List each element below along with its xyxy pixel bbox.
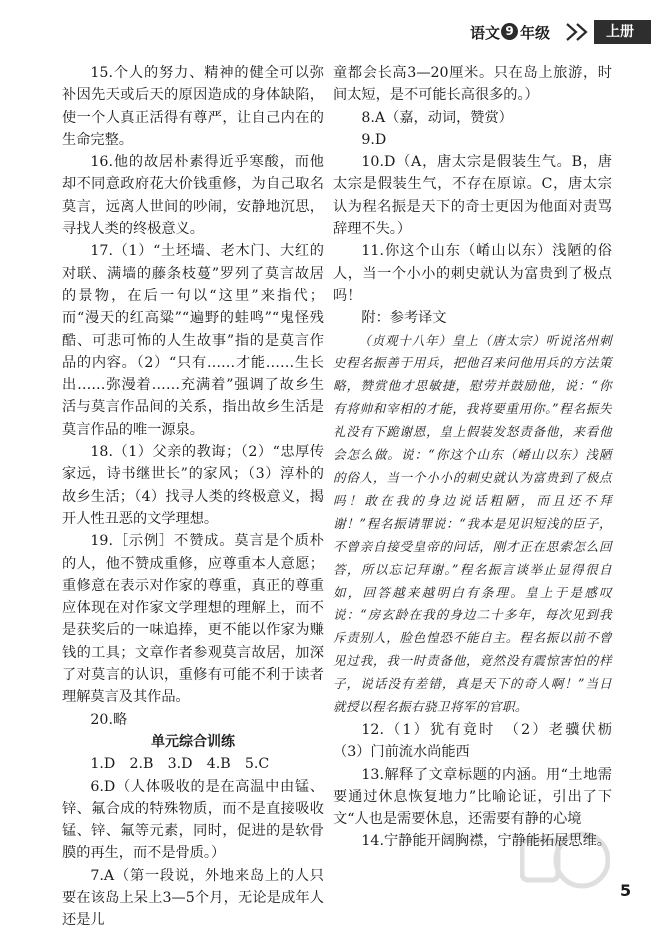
- answer-18: 18.（1）父亲的教诲；（2）“忠厚传家远，诗书继世长”的家风；（3）淳朴的故乡生活；（4）找寻人类的终极意义，揭开人性丑恶的文学理想。: [62, 444, 324, 527]
- page-header: [470, 20, 651, 44]
- answer-7: 7.A（第一段说，外地来岛上的人只要在该岛上呆上3—5个月，无论是成年人还是儿: [62, 867, 324, 929]
- answer-15: 15.个人的努力、精神的健全可以弥补因先天或后天的原因造成的身体缺陷，使一个人真正活得有尊严，让自己内在的生命完整。: [62, 65, 324, 148]
- answer-20: 20.略: [90, 711, 128, 728]
- grade-label: 年级: [520, 24, 551, 42]
- reference-translation: （贞观十八年）皇上（唐太宗）听说洺州刺史程名振善于用兵，把他召来问他用兵的方法策略，赞赏他才思敏捷，慰劳并鼓励他，说：“你有将帅和宰相的才能，我将要重用你。”程名振失礼没有下跪谢恩，皇上假装发怒责备他，来看他会怎么做。说：“你这个山东（崤山以东）浅陋的俗人，当一个小小的刺史就认为富贵到了极点吗！敢在我的身边说话粗陋，而且还不拜谢！”程名振请罪说：“我本是见识短浅的臣子，不曾亲自接受皇帝的问话，刚才正在思索怎么回答，所以忘记拜谢。”程名振言谈举止显得很自如，回答越来越明白有条理。皇上于是感叹说：“房玄龄在我的身边二十多年，每次见到我斥责别人，脸色惶恐不能自主。程名振以前不曾见过我，我一时责备他，竟然没有震惊害怕的样子，说话没有差错，真是天下的奇人啊！”当日就授以程名振右骁卫将军的官职。: [333, 332, 612, 715]
- volume-tab: 上册: [594, 20, 651, 44]
- answers-1-5: 1.D 2.B 3.D 4.B 5.C: [90, 756, 270, 773]
- page-number: 5: [620, 881, 632, 900]
- section-title: 单元综合训练: [151, 733, 235, 750]
- answer-11: 11.你这个山东（崤山以东）浅陋的俗人，当一个小小的刺史就认为富贵到了极点吗！: [333, 243, 612, 304]
- answer-12: 12.（1）犹有竟时 （2）老骥伏枥 （3）门前流水尚能西: [333, 721, 627, 761]
- subject-label: 语文: [470, 24, 501, 42]
- answer-17: 17.（1）“土坯墙、老木门、大红的对联、满墙的藤条枝蔓”罗列了莫言故居的景物，在后一句以“这里”来指代；而“漫天的红高粱”“遍野的蛙鸣”“鬼怪残酷、可悲可怖的人生故事”指的是莫言作品的内容。（2）“只有……才能……生长出……弥漫着……充满着”强调了故乡生活与莫言作品间的关系，指出故乡生活是莫言作品的唯一源泉。: [62, 243, 324, 438]
- appendix-label: 附：参考译文: [361, 310, 447, 327]
- answer-14: 14.宁静能开阔胸襟，宁静能拓展思维。: [361, 833, 611, 850]
- answer-6: 6.D（人体吸收的是在高温中由锰、锌、氟合成的特殊物质，而不是直接吸收锰、锌、氟等元素，同时，促进的是软骨膜的再生，而不是骨质。）: [62, 778, 324, 862]
- double-chevron-icon: [564, 22, 592, 42]
- answer-10: 10.D（A，唐太宗是假装生气。B，唐太宗是假装生气，不存在原谅。C，唐太宗认为程名振是天下的奇士更因为他面对责骂辞理不失。）: [333, 154, 612, 238]
- grade-number-badge: 9: [501, 23, 518, 40]
- answer-19: 19.［示例］不赞成。莫言是个质朴的人，他不赞成重修，应尊重本人意愿；重修意在表示对作家的尊重，真正的尊重应体现在对作家文学理想的理解上，而不是获奖后的一味追捧，更不能以作家为赚钱的工具；文章作者参观莫言故居，加深了对莫言的认识，重修有可能不利于读者理解莫言及其作品。: [62, 533, 324, 706]
- answer-9: 9.D: [361, 131, 387, 148]
- watermark-logo: [520, 820, 610, 900]
- answer-16: 16.他的故居朴素得近乎寒酸，而他却不同意政府花大价钱重修，为自己取名莫言，远离人世间的吵闹，安静地沉思，寻找人类的终极意义。: [62, 154, 324, 238]
- left-column: [62, 62, 324, 932]
- right-column: [333, 62, 627, 853]
- answer-7-continued: 童都会长高3—20厘米。只在岛上旅游，时间太短，是不可能长高很多的。）: [333, 65, 612, 104]
- answer-8: 8.A（嘉，动词，赞赏）: [361, 109, 513, 126]
- answer-13: 13.解释了文章标题的内涵。用“土地需要通过休息恢复地力”比喻论证，引出了下文“人也是需要休息，还需要有静的心境: [333, 766, 612, 828]
